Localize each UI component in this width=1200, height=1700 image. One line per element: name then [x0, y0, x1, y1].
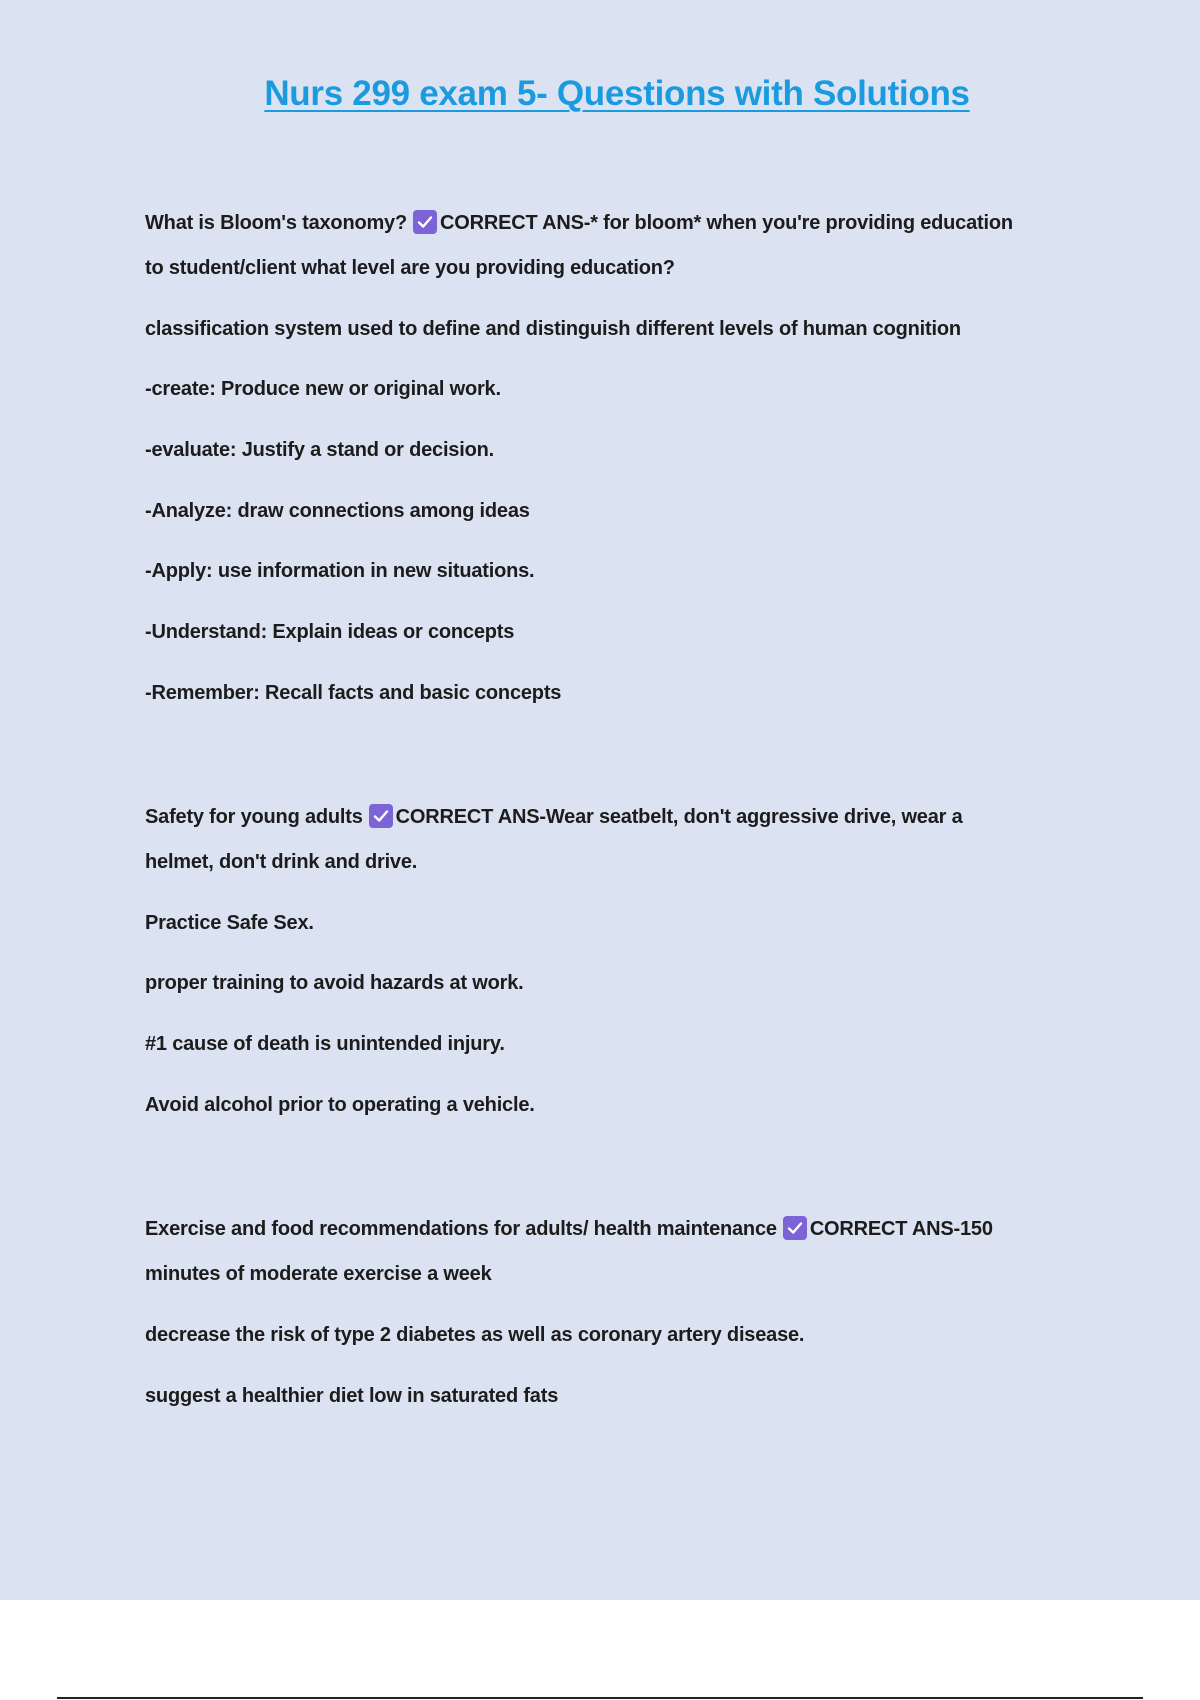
checkbox-checked-icon [369, 804, 393, 828]
answer-3-detail: suggest a healthier diet low in saturated fats [145, 1385, 559, 1407]
question-2-line [145, 804, 963, 829]
document-title: Nurs 299 exam 5- Questions with Solutions [264, 74, 970, 113]
checkbox-checked-icon [413, 210, 437, 234]
answer-2-detail: Practice Safe Sex. [145, 912, 314, 934]
answer-1-detail: -evaluate: Justify a stand or decision. [145, 439, 494, 461]
answer-1-detail: -create: Produce new or original work. [145, 378, 501, 400]
checkbox-checked-icon [783, 1216, 807, 1240]
question-3-line [145, 1216, 993, 1241]
answer-1-detail: -Analyze: draw connections among ideas [145, 500, 530, 522]
answer-2-detail: proper training to avoid hazards at work. [145, 972, 524, 994]
page-footer-rule [57, 1697, 1143, 1699]
answer-1-continuation: to student/client what level are you providing education? [145, 257, 675, 279]
answer-1-detail: classification system used to define and distinguish different levels of human cognition [145, 318, 961, 340]
answer-1-detail: -Apply: use information in new situations. [145, 560, 535, 582]
answer-1-text: CORRECT ANS-* for bloom* when you're providing education [440, 212, 1013, 234]
answer-3-continuation: minutes of moderate exercise a week [145, 1263, 492, 1285]
answer-2-continuation: helmet, don't drink and drive. [145, 851, 418, 873]
question-2-text: Safety for young adults [145, 806, 363, 828]
answer-1-detail: -Remember: Recall facts and basic concepts [145, 682, 562, 704]
question-1-text: What is Bloom's taxonomy? [145, 212, 408, 234]
answer-3-detail: decrease the risk of type 2 diabetes as well as coronary artery disease. [145, 1324, 805, 1346]
answer-1-detail: -Understand: Explain ideas or concepts [145, 621, 515, 643]
question-1-line [145, 210, 1013, 235]
answer-3-text: CORRECT ANS-150 [809, 1218, 993, 1240]
answer-2-text: CORRECT ANS-Wear seatbelt, don't aggressive drive, wear a [395, 806, 963, 828]
answer-2-detail: #1 cause of death is unintended injury. [145, 1033, 505, 1055]
question-3-text: Exercise and food recommendations for adults/ health maintenance [145, 1218, 777, 1240]
answer-2-detail: Avoid alcohol prior to operating a vehicle. [145, 1094, 535, 1116]
